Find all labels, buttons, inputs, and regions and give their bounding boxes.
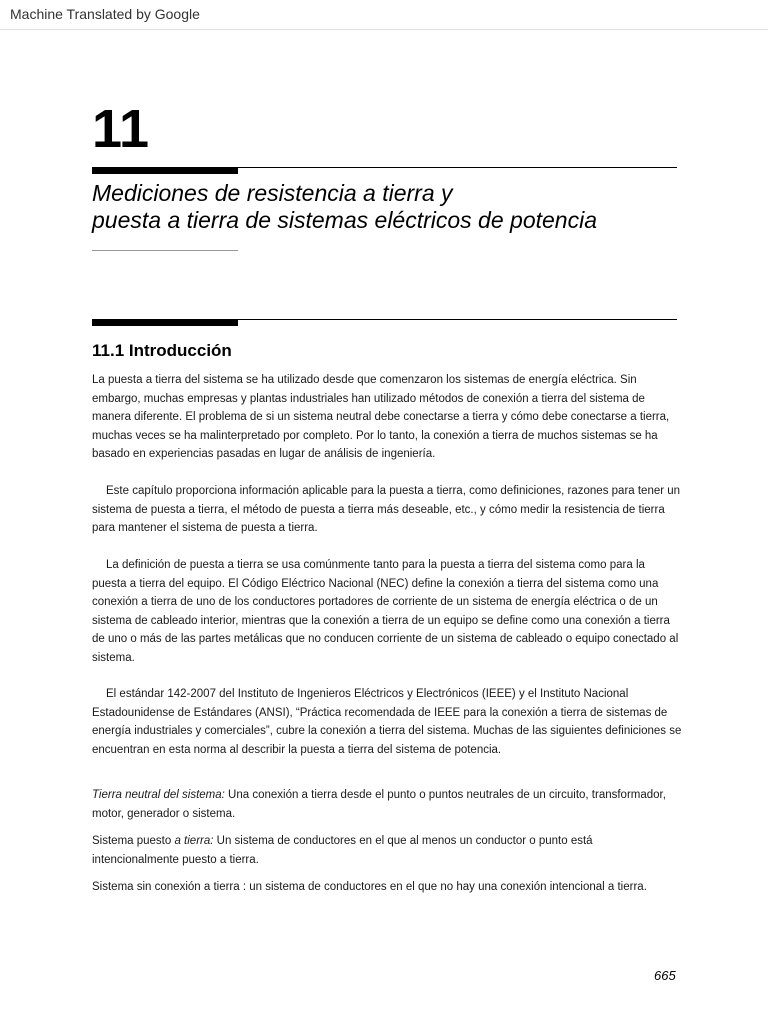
definition-1 — [92, 786, 682, 823]
definition-2-term: a tierra: — [174, 835, 214, 847]
definition-1-term: Tierra neutral del sistema: — [92, 789, 225, 801]
definition-3: Sistema sin conexión a tierra : un sistema de conductores en el que no hay una conexión intencional a tierra. — [92, 881, 647, 893]
definition-1-text: Una conexión a tierra desde el punto o puntos neutrales de un circuito, transformador, motor, generador o sistema. — [92, 789, 666, 820]
section-rule-thick — [92, 319, 238, 326]
section-rule-thin — [238, 319, 677, 320]
chapter-number: 11 — [92, 99, 150, 159]
paragraph-2: Este capítulo proporciona información aplicable para la puesta a tierra, como definiciones, razones para tener un sistema de puesta a tierra, el método de puesta a tierra más deseable, etc., y cómo medir la resistencia de tierra para mantener el sistema de puesta a tierra. — [92, 485, 681, 535]
definition-2-text: Un sistema de conductores en el que al menos un conductor o punto está intencionalmente puesto a tierra. — [92, 835, 593, 866]
title-underline — [92, 250, 238, 251]
paragraph-4: El estándar 142-2007 del Instituto de Ingenieros Eléctricos y Electrónicos (IEEE) y el Instituto Nacional Estadounidense de Estándares (ANSI), “Práctica recomendada de IEEE para la conexión a tierra de sistemas de energía industriales y comerciales”, cubre la conexión a tierra del sistema. Muchas de las siguientes definiciones se encuentran en esta norma al describir la puesta a tierra del sistema de potencia. — [92, 688, 682, 756]
paragraph-1: La puesta a tierra del sistema se ha utilizado desde que comenzaron los sistemas de energía eléctrica. Sin embargo, muchas empresas y plantas industriales han utilizado métodos de conexión a tierra del sistema de manera diferente. El problema de si un sistema neutral debe conectarse a tierra y cómo debe conectarse a tierra, muchas veces se ha malinterpretado por completo. Por lo tanto, la conexión a tierra de muchos sistemas se ha basado en experiencias pasadas en lugar de análisis de ingeniería. — [92, 374, 670, 461]
section-title: 11.1 Introducción — [92, 341, 232, 360]
definition-2-prefix: Sistema puesto — [92, 835, 175, 847]
definition-2 — [92, 832, 682, 869]
page-number: 665 — [654, 968, 676, 983]
chapter-rule-thin — [238, 167, 677, 168]
chapter-title-line2: puesta a tierra de sistemas eléctricos de potencia — [92, 207, 597, 233]
chapter-rule-thick — [92, 167, 238, 174]
translation-banner — [0, 0, 768, 30]
chapter-title — [92, 180, 682, 234]
chapter-title-line1: Mediciones de resistencia a tierra y — [92, 180, 453, 206]
banner-text: Machine Translated by Google — [10, 6, 200, 22]
paragraph-3: La definición de puesta a tierra se usa comúnmente tanto para la puesta a tierra del sistema como para la puesta a tierra del equipo. El Código Eléctrico Nacional (NEC) define la conexión a tierra del sistema como una conexión a tierra de uno de los conductores portadores de corriente de un sistema de energía eléctrica o de un sistema de cableado interior, mientras que la conexión a tierra de un equipo se define como una conexión a tierra de uno o más de las partes metálicas que no conducen corriente de un sistema de cableado o equipo conectado al sistema. — [92, 559, 679, 664]
